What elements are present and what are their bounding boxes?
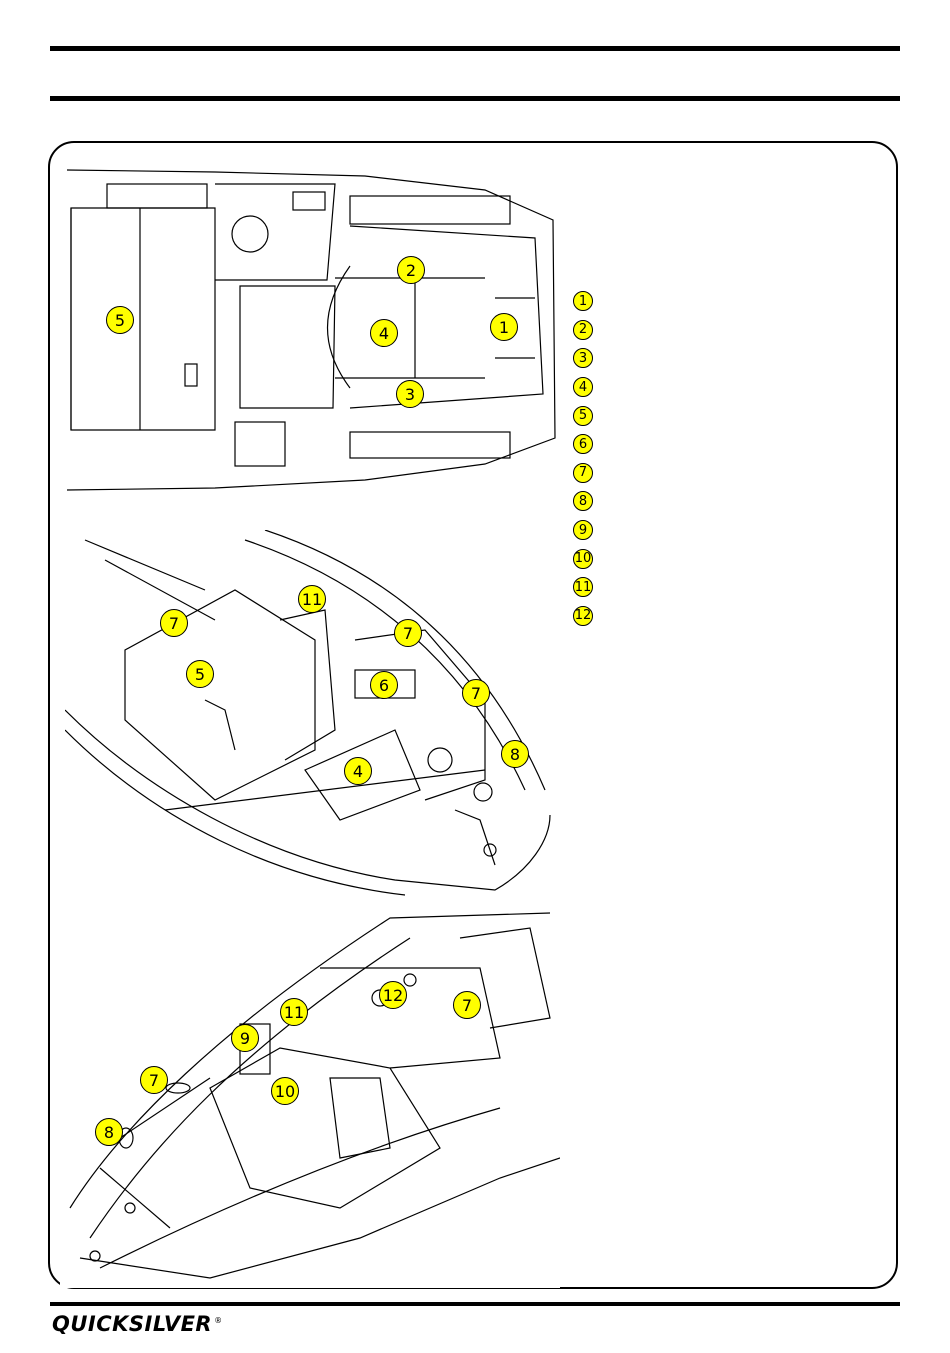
legend-item bbox=[573, 487, 593, 516]
top-view-callout-1: 1 bbox=[490, 313, 518, 341]
legend-number: 8 bbox=[573, 491, 593, 511]
front-view-callout-7b: 7 bbox=[394, 619, 422, 647]
brand-name: QUICKSILVER bbox=[52, 1312, 213, 1336]
boat-perspective-rear-view bbox=[60, 908, 560, 1288]
header-rule-top bbox=[50, 46, 900, 51]
top-view-callout-5: 5 bbox=[106, 306, 134, 334]
front-view-callout-7a: 7 bbox=[160, 609, 188, 637]
rear-view-callout-7a: 7 bbox=[453, 991, 481, 1019]
legend-item bbox=[573, 316, 593, 345]
legend-item bbox=[573, 459, 593, 488]
rear-view-callout-11: 11 bbox=[280, 998, 308, 1026]
legend-item bbox=[573, 344, 593, 373]
front-view-callout-5: 5 bbox=[186, 660, 214, 688]
top-view-callout-2: 2 bbox=[397, 256, 425, 284]
legend-number: 10 bbox=[573, 549, 593, 569]
front-view-callout-7c: 7 bbox=[462, 679, 490, 707]
rear-view-callout-7b: 7 bbox=[140, 1066, 168, 1094]
front-view-callout-8: 8 bbox=[501, 740, 529, 768]
legend-number: 5 bbox=[573, 406, 593, 426]
front-view-callout-11: 11 bbox=[298, 585, 326, 613]
rear-view-callout-8: 8 bbox=[95, 1118, 123, 1146]
legend-number: 4 bbox=[573, 377, 593, 397]
legend-number: 2 bbox=[573, 320, 593, 340]
top-view-callout-4: 4 bbox=[370, 319, 398, 347]
rear-view-callout-12: 12 bbox=[379, 981, 407, 1009]
legend-number: 11 bbox=[573, 577, 593, 597]
legend-item bbox=[573, 373, 593, 402]
legend-number: 7 bbox=[573, 463, 593, 483]
legend-number: 12 bbox=[573, 606, 593, 626]
legend-number: 1 bbox=[573, 291, 593, 311]
legend-item bbox=[573, 573, 593, 602]
legend-item bbox=[573, 430, 593, 459]
legend-item bbox=[573, 544, 593, 573]
legend-item bbox=[573, 602, 593, 631]
footer-rule bbox=[50, 1302, 900, 1306]
brand-logo bbox=[52, 1312, 223, 1336]
legend-number: 6 bbox=[573, 434, 593, 454]
registered-mark: ® bbox=[214, 1316, 223, 1325]
legend-item bbox=[573, 516, 593, 545]
front-view-callout-4: 4 bbox=[344, 757, 372, 785]
boat-top-view bbox=[65, 168, 560, 494]
legend-item bbox=[573, 401, 593, 430]
rear-view-callout-9: 9 bbox=[231, 1024, 259, 1052]
front-view-callout-6: 6 bbox=[370, 671, 398, 699]
callout-legend bbox=[573, 287, 593, 630]
top-view-callout-3: 3 bbox=[396, 380, 424, 408]
legend-item bbox=[573, 287, 593, 316]
header-rule-bottom bbox=[50, 96, 900, 101]
rear-view-callout-10: 10 bbox=[271, 1077, 299, 1105]
legend-number: 9 bbox=[573, 520, 593, 540]
legend-number: 3 bbox=[573, 348, 593, 368]
